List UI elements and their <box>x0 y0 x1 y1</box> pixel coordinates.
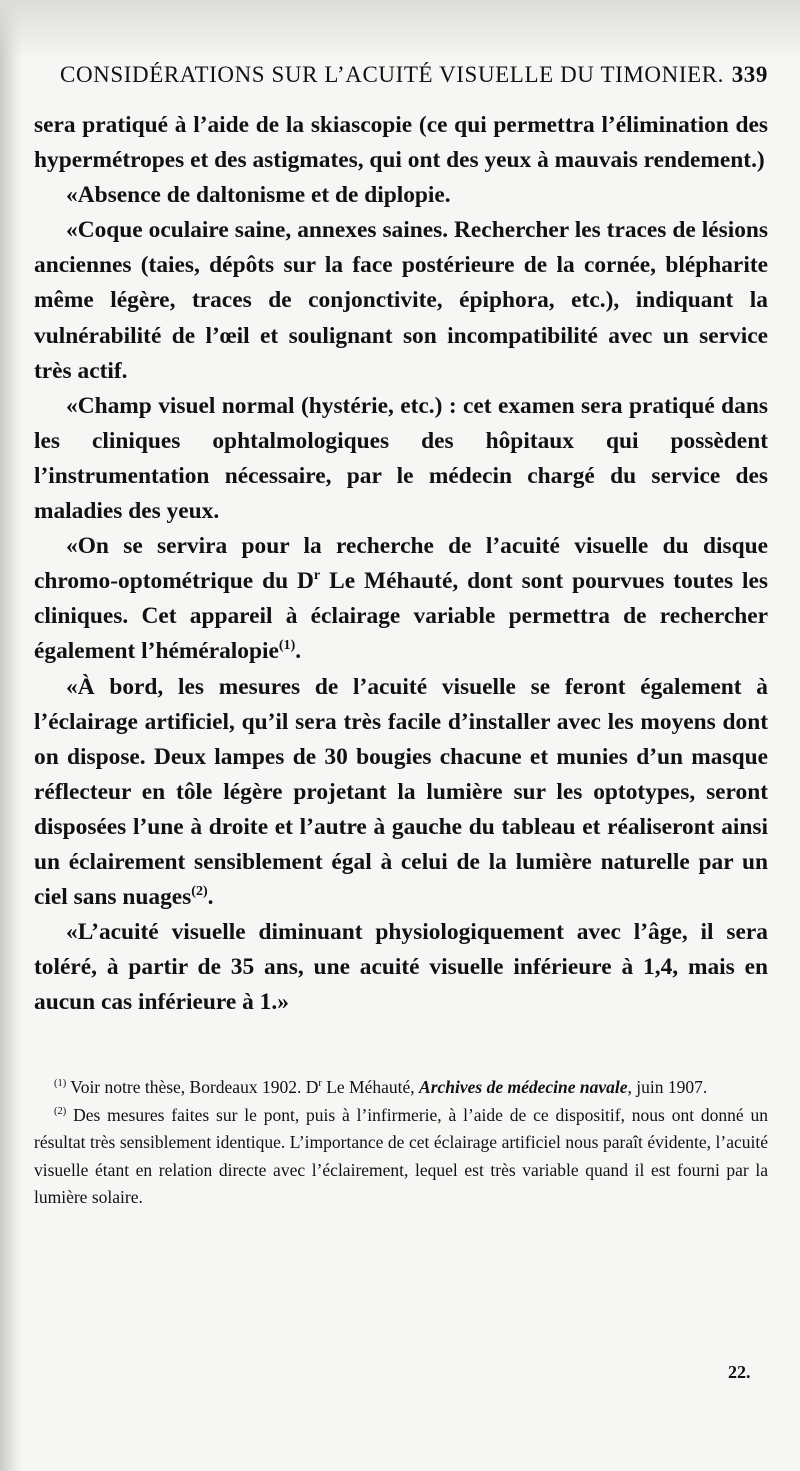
paragraph-ocular-shell: «Coque oculaire saine, annexes saines. Rechercher les traces de lésions anciennes (taies, dépôts sur la face postérieure de la cornée, blépharite même légère, traces de conjonctivite, épiphora, etc.), indiquant la vulnérabilité de l’œil et soulignant son incompatibilité avec un service très actif. <box>34 217 768 384</box>
footnote-1-journal-title: Archives de médecine navale <box>419 1077 628 1097</box>
paragraph-disc-text-a: «On se servira pour la recherche de l’acuité visuelle du disque chromo-optométrique du D <box>34 533 768 595</box>
paragraph-disc-end: . <box>295 638 302 665</box>
page-number: 339 <box>731 62 768 87</box>
paragraph-age: «L’acuité visuelle diminuant physiologiquement avec l’âge, il sera toléré, à partir de 35 ans, une acuité visuelle inférieure à 1,4, mais en aucun cas inférieure à 1.» <box>34 919 768 1016</box>
paragraph-on-board <box>34 670 768 916</box>
footnote-2-mark: (2) <box>54 1105 67 1117</box>
footnote-1-superscript: r <box>318 1078 322 1090</box>
footnote-2-text: Des mesures faites sur le pont, puis à l’infirmerie, à l’aide de ce dispositif, nous ont donné un résultat très sensiblement identique. L’importance de cet éclairage artificiel nous paraît évidente, l’acuité visuelle étant en relation directe avec l’éclairement, lequel est très variable quand il est fourni par la lumière solaire. <box>34 1104 768 1208</box>
running-title: CONSIDÉRATIONS SUR L’ACUITÉ VISUELLE DU TIMONIER. <box>60 62 725 87</box>
footnote-1-mark: (1) <box>54 1078 67 1090</box>
footnote-2 <box>34 1102 768 1212</box>
footnote-1 <box>34 1074 768 1102</box>
footnote-1-text-b: Le Méhauté, <box>321 1077 420 1097</box>
footnote-ref-1: (1) <box>278 637 296 654</box>
footnotes <box>34 1074 768 1212</box>
footnote-1-text-a: Voir notre thèse, Bordeaux 1902. D <box>66 1077 319 1097</box>
paragraph-disc-text-b: Le Méhauté, dont sont pourvues toutes les cliniques. Cet appareil à éclairage variable permettra de rechercher également l’héméralopie <box>34 568 768 665</box>
footnote-1-text-c: , juin 1907. <box>627 1077 708 1097</box>
scan-shadow-top <box>0 0 800 60</box>
paragraph-on-board-text: «À bord, les mesures de l’acuité visuelle se feront également à l’éclairage artificiel, qu’il sera très facile d’installer avec les moyens dont on dispose. Deux lampes de 30 bougies chacune et munies d’un masque réflecteur en tôle légère projetant la lumière sur les optotypes, seront disposées l’une à droite et l’autre à gauche du tableau et réaliseront ainsi un éclairement sensiblement égal à celui de la lumière naturelle par un ciel sans nuages <box>34 673 768 911</box>
title-superscript: r <box>313 567 321 584</box>
running-head <box>60 62 768 96</box>
paragraph-on-board-end: . <box>207 884 214 911</box>
footnote-ref-2: (2) <box>191 883 208 900</box>
paragraph-daltonism: «Absence de daltonisme et de diplopie. <box>66 182 451 209</box>
scan-shadow-left <box>0 0 22 1471</box>
paragraph-visual-field: «Champ visuel normal (hystérie, etc.) : cet examen sera pratiqué dans les cliniques ophtalmologiques des hôpitaux qui possèdent l’instrumentation nécessaire, par le médecin chargé du service des maladies des yeux. <box>34 392 768 525</box>
paragraph-disc <box>34 529 768 669</box>
signature-mark: 22. <box>728 1362 751 1382</box>
paragraph-continuation: sera pratiqué à l’aide de la skiascopie (ce qui permettra l’élimination des hypermétropes et des astigmates, qui ont des yeux à mauvais rendement.) <box>34 112 768 174</box>
body-text <box>34 108 768 1020</box>
